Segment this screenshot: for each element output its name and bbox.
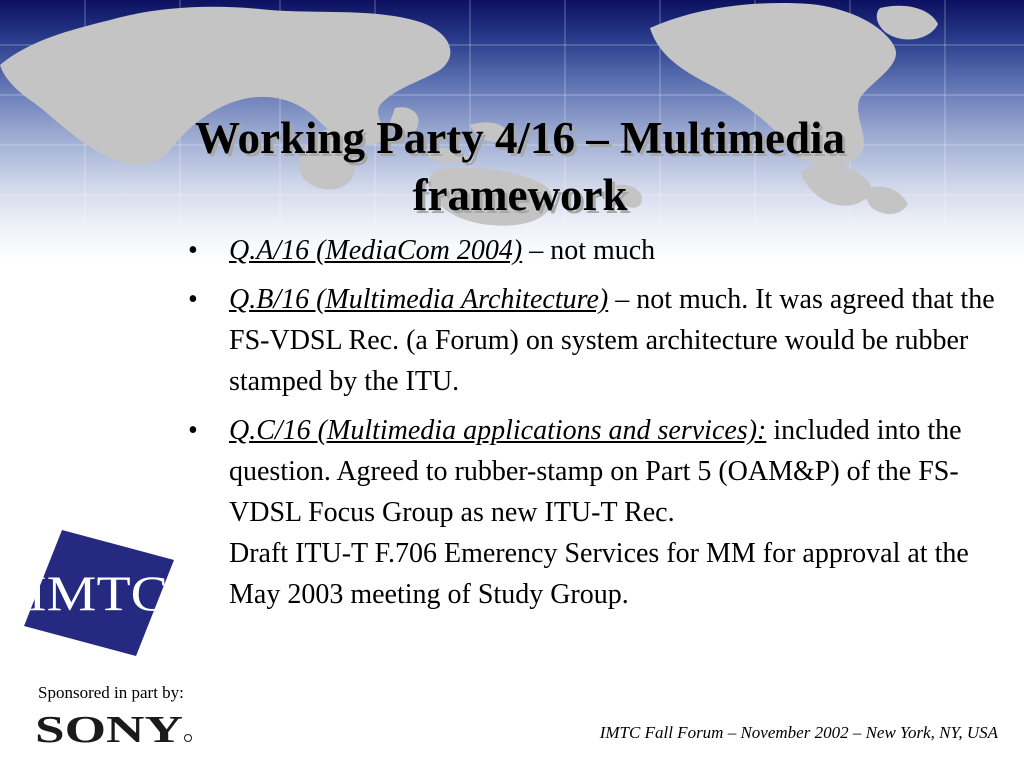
bullet-icon: • (188, 284, 198, 315)
bullet-icon: • (188, 415, 198, 446)
sony-logo (33, 708, 193, 748)
question-label: Q.B/16 (Multimedia Architecture) (229, 284, 609, 315)
sponsor-label: Sponsored in part by: (38, 683, 184, 702)
imtc-logo-text: IMTC (28, 565, 168, 621)
slide-title: Working Party 4/16 – Multimedia framework (195, 113, 845, 220)
question-label: Q.C/16 (Multimedia applications and services): (229, 415, 767, 446)
imtc-logo (24, 530, 174, 656)
bullet-icon: • (188, 235, 198, 266)
bullet-item-qa16 (186, 230, 1006, 271)
bullet-list (186, 230, 1006, 623)
bullet-text: – not much. It was agreed that the FS-VDSL Rec. (a Forum) on system architecture would be rubber stamped by the ITU. (229, 284, 995, 397)
bullet-item-qc16 (186, 410, 1006, 615)
bullet-item-qb16 (186, 279, 1006, 402)
question-label: Q.A/16 (MediaCom 2004) (229, 235, 523, 266)
bullet-extra-text: Draft ITU-T F.706 Emerency Services for MM for approval at the May 2003 meeting of Study Group. (229, 538, 969, 610)
sony-logo-text: SONY (35, 709, 183, 748)
footer-text: IMTC Fall Forum – November 2002 – New York, NY, USA (599, 723, 998, 742)
bullet-text: included into the question. Agreed to rubber-stamp on Part 5 (OAM&P) of the FS-VDSL Focus Group as new ITU-T Rec. (229, 415, 962, 528)
registered-mark-icon (185, 735, 192, 742)
bullet-text: – not much (522, 235, 656, 266)
